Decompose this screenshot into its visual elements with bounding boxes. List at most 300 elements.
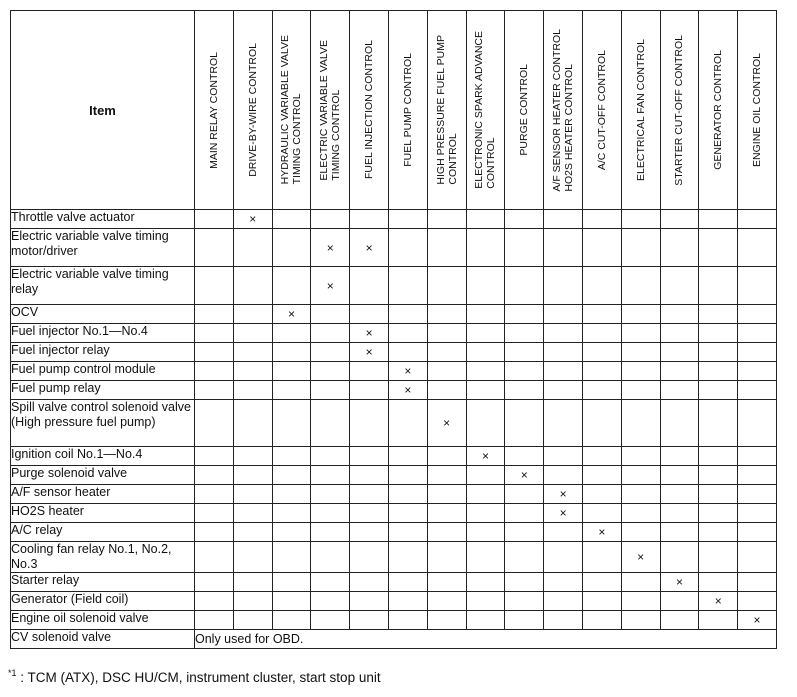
matrix-cell bbox=[738, 229, 777, 267]
column-header bbox=[582, 11, 621, 210]
column-header bbox=[660, 11, 699, 210]
matrix-cell bbox=[233, 381, 272, 400]
column-header-label: ELECTRIC VARIABLE VALVE TIMING CONTROL bbox=[318, 39, 343, 181]
matrix-cell bbox=[272, 381, 311, 400]
matrix-cell bbox=[699, 210, 738, 229]
table-row bbox=[11, 504, 777, 523]
matrix-cell bbox=[388, 611, 427, 630]
matrix-cell bbox=[660, 523, 699, 542]
matrix-cell bbox=[195, 523, 234, 542]
matrix-cell bbox=[388, 381, 427, 400]
matrix-cell bbox=[350, 362, 389, 381]
matrix-cell bbox=[350, 485, 389, 504]
x-mark: × bbox=[365, 345, 373, 359]
matrix-cell bbox=[505, 611, 544, 630]
column-header bbox=[427, 11, 466, 210]
matrix-cell bbox=[582, 466, 621, 485]
matrix-cell bbox=[738, 324, 777, 343]
matrix-cell bbox=[699, 504, 738, 523]
matrix-cell bbox=[738, 267, 777, 305]
matrix-cell bbox=[621, 343, 660, 362]
matrix-cell bbox=[195, 381, 234, 400]
column-header bbox=[699, 11, 738, 210]
matrix-cell bbox=[350, 343, 389, 362]
matrix-body bbox=[11, 210, 777, 649]
matrix-cell bbox=[311, 466, 350, 485]
row-item-name: Fuel injector relay bbox=[11, 343, 195, 362]
matrix-cell bbox=[582, 400, 621, 447]
matrix-cell bbox=[699, 381, 738, 400]
matrix-cell bbox=[660, 592, 699, 611]
matrix-cell bbox=[195, 400, 234, 447]
matrix-cell bbox=[621, 542, 660, 573]
matrix-cell bbox=[272, 305, 311, 324]
matrix-cell bbox=[466, 573, 505, 592]
matrix-cell bbox=[505, 381, 544, 400]
matrix-cell bbox=[621, 611, 660, 630]
matrix-cell bbox=[350, 267, 389, 305]
table-row bbox=[11, 324, 777, 343]
matrix-cell bbox=[505, 362, 544, 381]
row-item-name: A/C relay bbox=[11, 523, 195, 542]
column-header-label: HYDRAULIC VARIABLE VALVE TIMING CONTROL bbox=[279, 35, 304, 185]
matrix-cell bbox=[388, 573, 427, 592]
matrix-cell bbox=[427, 466, 466, 485]
matrix-cell bbox=[699, 324, 738, 343]
matrix-cell bbox=[505, 324, 544, 343]
column-header-label: A/F SENSOR HEATER CONTROL HO2S HEATER CONTROL bbox=[551, 28, 576, 192]
row-item-name: Cooling fan relay No.1, No.2, No.3 bbox=[11, 542, 195, 573]
matrix-cell bbox=[505, 267, 544, 305]
column-header-label: STARTER CUT-OFF CONTROL bbox=[673, 34, 686, 186]
row-item-name: Engine oil solenoid valve bbox=[11, 611, 195, 630]
matrix-cell bbox=[311, 229, 350, 267]
matrix-cell bbox=[311, 343, 350, 362]
matrix-cell bbox=[738, 466, 777, 485]
matrix-cell bbox=[738, 573, 777, 592]
matrix-cell bbox=[350, 466, 389, 485]
matrix-cell bbox=[544, 466, 583, 485]
matrix-cell bbox=[311, 267, 350, 305]
matrix-cell bbox=[699, 362, 738, 381]
matrix-cell bbox=[582, 267, 621, 305]
table-row bbox=[11, 542, 777, 573]
matrix-cell bbox=[272, 362, 311, 381]
matrix-cell bbox=[544, 305, 583, 324]
matrix-cell bbox=[427, 523, 466, 542]
column-header-label: FUEL INJECTION CONTROL bbox=[363, 40, 376, 180]
matrix-cell bbox=[544, 324, 583, 343]
matrix-cell bbox=[388, 210, 427, 229]
column-header bbox=[544, 11, 583, 210]
matrix-cell bbox=[466, 447, 505, 466]
matrix-cell bbox=[195, 592, 234, 611]
matrix-cell bbox=[233, 210, 272, 229]
matrix-cell bbox=[699, 305, 738, 324]
row-item-name: OCV bbox=[11, 305, 195, 324]
column-header bbox=[505, 11, 544, 210]
matrix-cell bbox=[660, 343, 699, 362]
matrix-cell bbox=[350, 381, 389, 400]
matrix-cell bbox=[233, 542, 272, 573]
matrix-cell bbox=[233, 324, 272, 343]
matrix-cell bbox=[272, 267, 311, 305]
matrix-cell bbox=[350, 305, 389, 324]
matrix-cell bbox=[621, 305, 660, 324]
matrix-cell bbox=[388, 485, 427, 504]
row-item-name: A/F sensor heater bbox=[11, 485, 195, 504]
matrix-cell bbox=[466, 542, 505, 573]
column-header bbox=[195, 11, 234, 210]
matrix-cell bbox=[272, 592, 311, 611]
matrix-cell bbox=[311, 485, 350, 504]
row-item-name: Fuel pump control module bbox=[11, 362, 195, 381]
matrix-cell bbox=[621, 362, 660, 381]
matrix-cell bbox=[699, 267, 738, 305]
matrix-cell bbox=[233, 362, 272, 381]
row-item-name: Electric variable valve timing motor/driver bbox=[11, 229, 195, 267]
matrix-cell bbox=[738, 523, 777, 542]
matrix-cell bbox=[738, 362, 777, 381]
matrix-cell bbox=[738, 592, 777, 611]
matrix-cell bbox=[466, 229, 505, 267]
matrix-cell bbox=[311, 611, 350, 630]
matrix-cell bbox=[621, 381, 660, 400]
x-mark: × bbox=[753, 613, 761, 627]
matrix-cell bbox=[582, 592, 621, 611]
matrix-cell bbox=[233, 523, 272, 542]
matrix-cell bbox=[738, 447, 777, 466]
matrix-cell bbox=[388, 542, 427, 573]
matrix-cell bbox=[233, 447, 272, 466]
matrix-cell bbox=[544, 485, 583, 504]
table-row bbox=[11, 447, 777, 466]
matrix-cell bbox=[388, 267, 427, 305]
matrix-cell bbox=[660, 381, 699, 400]
matrix-cell bbox=[505, 542, 544, 573]
table-row bbox=[11, 573, 777, 592]
matrix-cell bbox=[466, 210, 505, 229]
matrix-cell bbox=[544, 362, 583, 381]
table-row bbox=[11, 267, 777, 305]
x-mark: × bbox=[598, 525, 606, 539]
matrix-cell bbox=[699, 485, 738, 504]
matrix-cell bbox=[621, 504, 660, 523]
matrix-cell bbox=[427, 305, 466, 324]
row-item-name: Ignition coil No.1—No.4 bbox=[11, 447, 195, 466]
matrix-cell bbox=[660, 267, 699, 305]
matrix-cell bbox=[582, 210, 621, 229]
matrix-cell bbox=[350, 400, 389, 447]
matrix-cell bbox=[738, 400, 777, 447]
matrix-cell bbox=[505, 447, 544, 466]
matrix-cell bbox=[350, 447, 389, 466]
matrix-cell bbox=[195, 324, 234, 343]
x-mark: × bbox=[365, 240, 373, 255]
matrix-cell bbox=[582, 362, 621, 381]
matrix-cell bbox=[311, 504, 350, 523]
matrix-cell bbox=[582, 485, 621, 504]
matrix-cell bbox=[738, 305, 777, 324]
matrix-cell bbox=[466, 343, 505, 362]
matrix-cell bbox=[427, 447, 466, 466]
matrix-cell bbox=[311, 305, 350, 324]
matrix-cell bbox=[195, 210, 234, 229]
matrix-cell bbox=[233, 504, 272, 523]
matrix-cell bbox=[195, 466, 234, 485]
matrix-cell bbox=[350, 592, 389, 611]
matrix-cell bbox=[350, 229, 389, 267]
matrix-cell bbox=[388, 592, 427, 611]
column-header-label: ELECTRONIC SPARK ADVANCE CONTROL bbox=[473, 31, 498, 189]
matrix-cell bbox=[427, 267, 466, 305]
matrix-cell bbox=[582, 305, 621, 324]
matrix-cell bbox=[195, 305, 234, 324]
matrix-cell bbox=[699, 400, 738, 447]
matrix-cell bbox=[582, 343, 621, 362]
matrix-cell bbox=[388, 400, 427, 447]
matrix-cell bbox=[195, 267, 234, 305]
matrix-cell bbox=[272, 466, 311, 485]
matrix-cell bbox=[427, 400, 466, 447]
matrix-cell bbox=[582, 573, 621, 592]
matrix-cell bbox=[582, 381, 621, 400]
matrix-cell bbox=[350, 542, 389, 573]
table-row bbox=[11, 611, 777, 630]
column-header-label: PURGE CONTROL bbox=[518, 64, 531, 156]
matrix-cell bbox=[427, 381, 466, 400]
table-row bbox=[11, 630, 777, 649]
matrix-cell bbox=[582, 229, 621, 267]
matrix-cell bbox=[427, 504, 466, 523]
matrix-cell bbox=[466, 611, 505, 630]
row-item-name: Generator (Field coil) bbox=[11, 592, 195, 611]
matrix-cell bbox=[699, 592, 738, 611]
matrix-cell bbox=[660, 542, 699, 573]
matrix-cell bbox=[272, 485, 311, 504]
matrix-cell bbox=[582, 504, 621, 523]
matrix-cell bbox=[505, 592, 544, 611]
matrix-cell bbox=[466, 324, 505, 343]
matrix-cell bbox=[544, 447, 583, 466]
matrix-cell bbox=[233, 466, 272, 485]
matrix-cell bbox=[621, 592, 660, 611]
matrix-cell bbox=[272, 611, 311, 630]
matrix-cell bbox=[272, 400, 311, 447]
column-header-label: MAIN RELAY CONTROL bbox=[207, 51, 220, 169]
matrix-cell bbox=[505, 485, 544, 504]
matrix-cell bbox=[505, 400, 544, 447]
matrix-cell bbox=[505, 504, 544, 523]
table-row bbox=[11, 592, 777, 611]
matrix-cell bbox=[311, 210, 350, 229]
matrix-cell bbox=[311, 523, 350, 542]
matrix-cell bbox=[388, 466, 427, 485]
matrix-cell bbox=[272, 229, 311, 267]
matrix-cell bbox=[544, 267, 583, 305]
matrix-cell bbox=[660, 447, 699, 466]
matrix-cell bbox=[505, 210, 544, 229]
matrix-cell bbox=[388, 305, 427, 324]
matrix-cell bbox=[699, 542, 738, 573]
matrix-cell bbox=[582, 447, 621, 466]
matrix-cell bbox=[466, 400, 505, 447]
row-item-name: Starter relay bbox=[11, 573, 195, 592]
matrix-cell bbox=[388, 343, 427, 362]
matrix-cell bbox=[311, 573, 350, 592]
matrix-cell bbox=[544, 592, 583, 611]
matrix-cell bbox=[699, 447, 738, 466]
matrix-cell bbox=[195, 229, 234, 267]
matrix-cell bbox=[272, 447, 311, 466]
matrix-cell bbox=[427, 324, 466, 343]
matrix-cell bbox=[544, 381, 583, 400]
matrix-cell bbox=[311, 447, 350, 466]
x-mark: × bbox=[675, 575, 683, 589]
matrix-cell bbox=[738, 343, 777, 362]
footnote-text: : TCM (ATX), DSC HU/CM, instrument cluster, start stop unit bbox=[16, 670, 381, 685]
matrix-cell bbox=[699, 343, 738, 362]
matrix-cell bbox=[233, 229, 272, 267]
footnote-marker: *1 bbox=[8, 668, 17, 678]
column-header bbox=[388, 11, 427, 210]
matrix-cell bbox=[272, 504, 311, 523]
matrix-cell bbox=[350, 210, 389, 229]
matrix-cell bbox=[621, 523, 660, 542]
matrix-cell bbox=[388, 504, 427, 523]
matrix-cell bbox=[272, 210, 311, 229]
matrix-cell bbox=[350, 611, 389, 630]
matrix-cell bbox=[233, 611, 272, 630]
matrix-cell bbox=[505, 523, 544, 542]
matrix-cell bbox=[505, 343, 544, 362]
matrix-cell bbox=[699, 573, 738, 592]
matrix-cell bbox=[466, 523, 505, 542]
matrix-cell bbox=[272, 573, 311, 592]
matrix-cell bbox=[466, 485, 505, 504]
matrix-cell bbox=[311, 592, 350, 611]
matrix-cell bbox=[544, 210, 583, 229]
matrix-cell bbox=[427, 611, 466, 630]
matrix-cell bbox=[466, 504, 505, 523]
matrix-cell bbox=[544, 229, 583, 267]
matrix-cell bbox=[466, 267, 505, 305]
matrix-cell bbox=[466, 592, 505, 611]
matrix-cell bbox=[621, 400, 660, 447]
row-item-name: HO2S heater bbox=[11, 504, 195, 523]
matrix-cell bbox=[350, 324, 389, 343]
row-item-name: Spill valve control solenoid valve (High pressure fuel pump) bbox=[11, 400, 195, 447]
matrix-cell bbox=[427, 210, 466, 229]
matrix-cell bbox=[621, 573, 660, 592]
table-row bbox=[11, 381, 777, 400]
matrix-cell bbox=[388, 324, 427, 343]
matrix-cell bbox=[544, 343, 583, 362]
x-mark: × bbox=[404, 364, 412, 378]
matrix-cell bbox=[621, 485, 660, 504]
matrix-cell bbox=[350, 573, 389, 592]
item-column-header: Item bbox=[11, 11, 195, 210]
row-item-name: Electric variable valve timing relay bbox=[11, 267, 195, 305]
matrix-cell bbox=[505, 305, 544, 324]
column-header-label: ENGINE OIL CONTROL bbox=[751, 53, 764, 167]
matrix-cell bbox=[311, 400, 350, 447]
matrix-cell bbox=[233, 573, 272, 592]
matrix-cell bbox=[699, 229, 738, 267]
matrix-cell bbox=[660, 210, 699, 229]
matrix-cell bbox=[699, 523, 738, 542]
matrix-cell bbox=[505, 229, 544, 267]
matrix-cell bbox=[350, 504, 389, 523]
column-header-label: GENERATOR CONTROL bbox=[712, 50, 725, 170]
matrix-cell bbox=[582, 611, 621, 630]
matrix-cell bbox=[582, 523, 621, 542]
x-mark: × bbox=[287, 307, 295, 321]
x-mark: × bbox=[404, 383, 412, 397]
matrix-cell bbox=[660, 611, 699, 630]
row-item-name: CV solenoid valve bbox=[11, 630, 195, 649]
matrix-cell bbox=[427, 485, 466, 504]
matrix-cell bbox=[621, 210, 660, 229]
matrix-cell bbox=[427, 542, 466, 573]
column-header bbox=[311, 11, 350, 210]
column-header-label: FUEL PUMP CONTROL bbox=[401, 53, 414, 167]
matrix-cell bbox=[660, 324, 699, 343]
x-mark: × bbox=[365, 326, 373, 340]
matrix-cell bbox=[699, 466, 738, 485]
matrix-cell bbox=[544, 523, 583, 542]
matrix-cell bbox=[427, 343, 466, 362]
matrix-cell bbox=[195, 611, 234, 630]
matrix-cell bbox=[388, 229, 427, 267]
x-mark: × bbox=[637, 550, 645, 564]
matrix-cell bbox=[311, 324, 350, 343]
matrix-cell bbox=[738, 210, 777, 229]
column-header bbox=[738, 11, 777, 210]
matrix-cell bbox=[660, 485, 699, 504]
matrix-cell bbox=[544, 573, 583, 592]
x-mark: × bbox=[249, 212, 257, 226]
matrix-cell bbox=[582, 324, 621, 343]
matrix-cell bbox=[233, 305, 272, 324]
column-header bbox=[350, 11, 389, 210]
matrix-cell bbox=[272, 343, 311, 362]
row-item-name: Fuel injector No.1—No.4 bbox=[11, 324, 195, 343]
matrix-cell bbox=[195, 485, 234, 504]
table-row bbox=[11, 343, 777, 362]
matrix-cell bbox=[660, 504, 699, 523]
table-row bbox=[11, 485, 777, 504]
matrix-cell bbox=[427, 229, 466, 267]
column-header bbox=[621, 11, 660, 210]
matrix-cell bbox=[195, 542, 234, 573]
matrix-cell bbox=[466, 305, 505, 324]
matrix-cell bbox=[233, 592, 272, 611]
matrix-cell bbox=[621, 447, 660, 466]
matrix-cell bbox=[660, 229, 699, 267]
matrix-cell bbox=[466, 466, 505, 485]
matrix-cell bbox=[505, 466, 544, 485]
matrix-cell bbox=[738, 542, 777, 573]
matrix-cell bbox=[311, 381, 350, 400]
matrix-cell bbox=[544, 611, 583, 630]
table-row bbox=[11, 210, 777, 229]
matrix-cell bbox=[195, 573, 234, 592]
matrix-cell bbox=[233, 400, 272, 447]
matrix-cell bbox=[660, 362, 699, 381]
x-mark: × bbox=[520, 468, 528, 482]
matrix-cell bbox=[466, 381, 505, 400]
